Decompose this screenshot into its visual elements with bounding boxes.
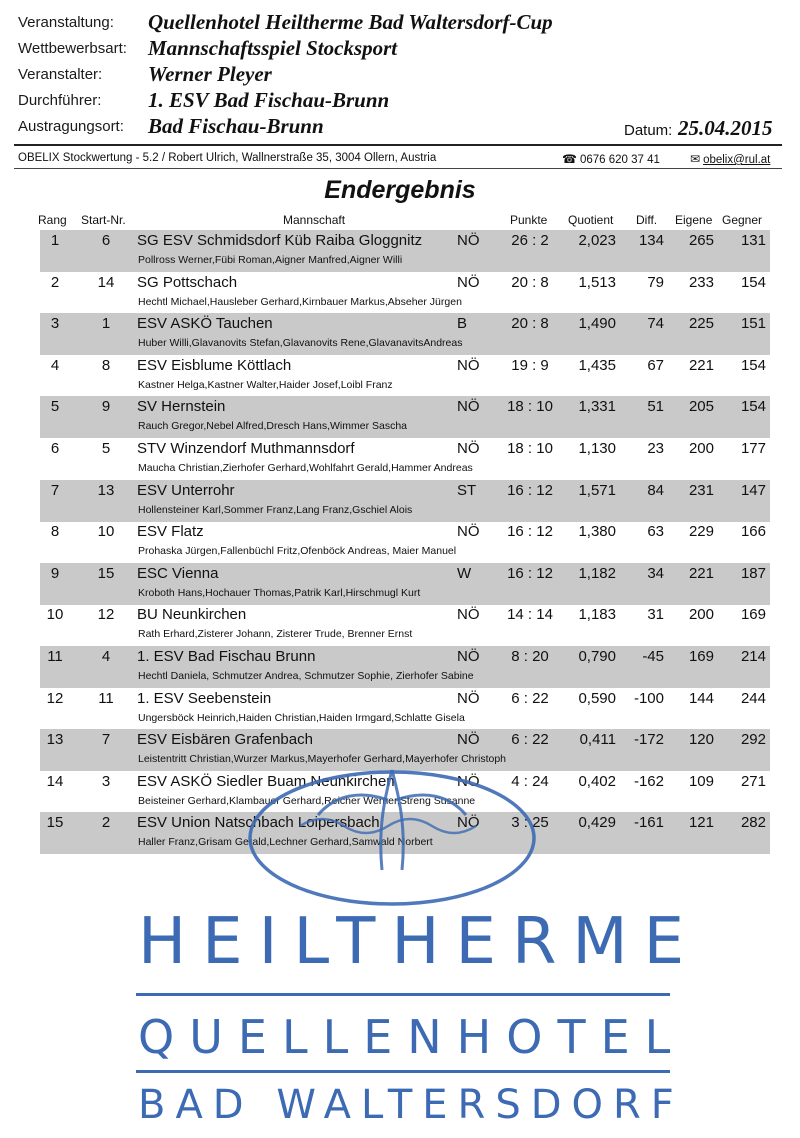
cell-team: ESV Union Natschbach Loipersbach [137, 814, 380, 832]
cell-diff: 67 [647, 356, 664, 374]
cell-rang: 14 [46, 772, 64, 790]
cell-diff: -172 [633, 731, 664, 749]
cell-punkte: 16 : 12 [507, 481, 553, 499]
cell-diff: 134 [638, 232, 664, 249]
team-members: Hollensteiner Karl,Sommer Franz,Lang Franz,Gschiel Alois [138, 503, 413, 516]
cell-team: BU Neunkirchen [137, 606, 247, 624]
team-members: Prohaska Jürgen,Fallenbüchl Fritz,Ofenböck Andreas, Maier Manuel [138, 545, 457, 558]
cell-eigene: 205 [688, 398, 714, 416]
cell-team: 1. ESV Bad Fischau Brunn [137, 648, 316, 665]
cell-diff: -45 [642, 648, 664, 665]
cell-start-nr: 7 [101, 731, 111, 749]
cell-state: NÖ [457, 232, 480, 249]
cell-gegner: 177 [740, 440, 766, 457]
table-row [40, 688, 770, 730]
cell-gegner: 166 [740, 523, 766, 541]
email-link[interactable]: obelix@rul.at [703, 154, 771, 166]
cell-rang: 13 [46, 731, 64, 749]
cell-rang: 4 [50, 356, 60, 374]
cell-state: NÖ [457, 772, 480, 790]
cell-gegner: 154 [740, 273, 766, 291]
event-info-value: 1. ESV Bad Fischau-Brunn [148, 88, 390, 112]
cell-gegner: 187 [740, 564, 766, 582]
cell-gegner: 147 [740, 481, 766, 499]
cell-eigene: 233 [688, 273, 714, 291]
team-members: Rath Erhard,Zisterer Johann, Zisterer Trude, Brenner Ernst [138, 628, 413, 641]
logo-bad-waltersdorf: BAD WALTERSDORF [138, 1082, 684, 1128]
logo-heiltherme: HEILTHERME [138, 905, 701, 979]
envelope-icon: ✉ [690, 152, 701, 166]
cell-diff: 63 [647, 523, 664, 541]
cell-punkte: 6 : 22 [511, 731, 549, 749]
cell-gegner: 131 [740, 232, 766, 249]
cell-state: ST [457, 481, 477, 499]
team-members: Ungersböck Heinrich,Haiden Christian,Haiden Irmgard,Schlatte Gisela [138, 711, 465, 724]
phone-number: 0676 620 37 41 [579, 154, 660, 166]
cell-eigene: 221 [688, 564, 714, 582]
cell-start-nr: 2 [101, 814, 111, 832]
table-row [40, 480, 770, 522]
table-row [40, 729, 770, 771]
date-value: 25.04.2015 [678, 116, 773, 140]
cell-diff: 74 [647, 315, 664, 333]
col-quotient: Quotient [568, 213, 614, 227]
col-team: Mannschaft [283, 213, 346, 227]
cell-diff: 84 [647, 481, 664, 499]
team-members: Huber Willi,Glavanovits Stefan,Glavanovits Rene,GlavanavitsAndreas [138, 337, 463, 350]
cell-gegner: 169 [740, 606, 766, 624]
cell-punkte: 16 : 12 [507, 523, 553, 541]
cell-start-nr: 12 [97, 606, 115, 624]
cell-state: B [457, 315, 468, 333]
team-members: Maucha Christian,Zierhofer Gerhard,Wohlfahrt Gerald,Hammer Andreas [138, 462, 473, 474]
divider [14, 144, 782, 146]
cell-quotient: 1,513 [578, 273, 616, 291]
table-row [40, 438, 770, 480]
cell-gegner: 244 [740, 689, 766, 707]
cell-quotient: 1,331 [578, 398, 616, 416]
team-members: Hechtl Michael,Hausleber Gerhard,Kirnbauer Markus,Abseher Jürgen [138, 295, 462, 308]
table-row [40, 521, 770, 563]
cell-quotient: 0,411 [579, 731, 616, 749]
cell-eigene: 169 [688, 648, 714, 665]
cell-start-nr: 14 [97, 273, 115, 291]
cell-team: ESV Eisblume Köttlach [137, 356, 292, 374]
col-eigene: Eigene [675, 213, 713, 227]
cell-gegner: 282 [740, 814, 766, 832]
cell-punkte: 14 : 14 [507, 606, 553, 624]
cell-quotient: 1,182 [578, 564, 616, 582]
col-diff: Diff. [636, 213, 658, 227]
cell-quotient: 1,435 [578, 356, 616, 374]
cell-state: NÖ [457, 689, 480, 707]
cell-punkte: 8 : 20 [511, 648, 549, 665]
cell-rang: 5 [50, 398, 60, 416]
cell-punkte: 20 : 8 [511, 273, 549, 291]
col-punkte: Punkte [510, 213, 548, 227]
cell-state: NÖ [457, 273, 480, 291]
cell-rang: 6 [50, 440, 60, 457]
cell-start-nr: 1 [101, 315, 111, 333]
cell-rang: 3 [50, 315, 60, 333]
team-members: Haller Franz,Grisam Gerald,Lechner Gerhard,Samwald Norbert [138, 836, 433, 849]
cell-eigene: 200 [688, 606, 714, 624]
cell-eigene: 121 [688, 814, 714, 832]
table-row [40, 230, 770, 272]
cell-quotient: 1,571 [578, 481, 616, 499]
cell-state: NÖ [457, 648, 480, 665]
page-title: Endergebnis [324, 176, 476, 204]
event-info-value: Quellenhotel Heiltherme Bad Waltersdorf-Cup [148, 10, 553, 34]
cell-gegner: 271 [740, 772, 766, 790]
cell-diff: 51 [647, 398, 664, 416]
event-info-label: Durchführer: [18, 92, 102, 109]
cell-eigene: 225 [688, 315, 714, 333]
event-info-value: Bad Fischau-Brunn [148, 114, 324, 138]
table-row [40, 272, 770, 314]
team-members: Beisteiner Gerhard,Klambauer Gerhard,Reicher Werner,Streng Susanne [138, 794, 476, 807]
cell-rang: 7 [50, 481, 60, 499]
cell-start-nr: 13 [97, 481, 115, 499]
cell-diff: -161 [633, 814, 664, 832]
cell-rang: 12 [46, 689, 64, 707]
cell-state: NÖ [457, 606, 480, 624]
table-row [40, 771, 770, 813]
cell-team: ESV Eisbären Grafenbach [137, 731, 313, 749]
table-row [40, 396, 770, 438]
cell-eigene: 120 [688, 731, 714, 749]
cell-eigene: 144 [688, 689, 714, 707]
cell-state: NÖ [457, 523, 480, 541]
cell-eigene: 265 [688, 232, 714, 249]
team-members: Hechtl Daniela, Schmutzer Andrea, Schmutzer Sophie, Zierhofer Sabine [138, 670, 474, 682]
event-info-value: Mannschaftsspiel Stocksport [148, 36, 398, 60]
cell-rang: 10 [46, 606, 64, 624]
cell-eigene: 229 [688, 523, 714, 541]
cell-punkte: 18 : 10 [507, 440, 553, 457]
cell-diff: 34 [647, 564, 664, 582]
cell-quotient: 0,429 [578, 814, 616, 832]
cell-team: SG ESV Schmidsdorf Küb Raiba Gloggnitz [137, 232, 423, 249]
cell-state: NÖ [457, 398, 480, 416]
event-info-label: Veranstalter: [18, 66, 103, 83]
logo-divider [136, 993, 670, 996]
cell-start-nr: 15 [97, 564, 115, 582]
cell-diff: 23 [647, 440, 664, 457]
cell-diff: -162 [633, 772, 664, 790]
cell-team: 1. ESV Seebenstein [137, 689, 272, 707]
cell-punkte: 18 : 10 [507, 398, 553, 416]
cell-start-nr: 8 [101, 356, 111, 374]
cell-quotient: 1,183 [578, 606, 616, 624]
event-info-label: Wettbewerbsart: [18, 40, 127, 57]
cell-start-nr: 4 [101, 648, 111, 665]
col-rang: Rang [38, 213, 67, 227]
cell-team: STV Winzendorf Muthmannsdorf [137, 440, 355, 457]
cell-gegner: 292 [740, 731, 766, 749]
cell-quotient: 0,402 [578, 772, 616, 790]
cell-quotient: 1,130 [578, 440, 616, 457]
cell-start-nr: 10 [97, 523, 115, 541]
cell-state: NÖ [457, 356, 480, 374]
cell-state: NÖ [457, 440, 480, 457]
table-header [0, 213, 800, 229]
cell-team: SG Pottschach [137, 273, 238, 291]
cell-punkte: 3 : 25 [511, 814, 549, 832]
team-members: Leistentritt Christian,Wurzer Markus,Mayerhofer Gerhard,Mayerhofer Christoph [138, 753, 507, 766]
logo-quellenhotel: QUELLENHOTEL [138, 1010, 686, 1064]
cell-diff: 79 [647, 273, 664, 291]
cell-rang: 15 [46, 814, 64, 832]
table-row [40, 563, 770, 605]
logo-divider [136, 1070, 670, 1073]
cell-start-nr: 3 [101, 772, 111, 790]
cell-quotient: 1,380 [578, 523, 616, 541]
cell-start-nr: 5 [101, 440, 111, 457]
cell-eigene: 221 [688, 356, 714, 374]
cell-state: W [457, 564, 472, 582]
team-members: Kroboth Hans,Hochauer Thomas,Patrik Karl,Hirschmugl Kurt [138, 586, 421, 599]
divider [14, 168, 782, 169]
team-members: Kastner Helga,Kastner Walter,Haider Josef,Loibl Franz [138, 378, 393, 391]
cell-start-nr: 11 [98, 689, 114, 707]
event-info-label: Austragungsort: [18, 118, 124, 135]
cell-state: NÖ [457, 731, 480, 749]
cell-eigene: 231 [688, 481, 714, 499]
cell-quotient: 2,023 [578, 232, 616, 249]
cell-state: NÖ [457, 814, 480, 832]
col-start: Start-Nr. [81, 213, 126, 227]
team-members: Pollross Werner,Fübi Roman,Aigner Manfred,Aigner Willi [138, 254, 403, 266]
cell-rang: 1 [50, 232, 60, 249]
cell-rang: 8 [50, 523, 60, 541]
software-credit: OBELIX Stockwertung - 5.2 / Robert Ulrich, Wallnerstraße 35, 3004 Ollern, Austria [18, 152, 437, 164]
phone-contact [562, 152, 660, 166]
event-info-value: Werner Pleyer [148, 62, 272, 86]
table-row [40, 604, 770, 646]
cell-rang: 9 [50, 564, 60, 582]
cell-quotient: 0,590 [578, 689, 616, 707]
col-gegner: Gegner [722, 213, 763, 227]
cell-punkte: 6 : 22 [511, 689, 549, 707]
cell-team: ESC Vienna [137, 564, 219, 582]
cell-team: ESV Unterrohr [137, 481, 235, 499]
email-contact [690, 152, 770, 166]
cell-punkte: 4 : 24 [511, 772, 549, 790]
cell-gegner: 154 [740, 398, 766, 416]
cell-eigene: 200 [688, 440, 714, 457]
cell-gegner: 154 [740, 356, 766, 374]
cell-team: ESV ASKÖ Tauchen [137, 315, 273, 333]
cell-team: ESV ASKÖ Siedler Buam Neunkirchen [137, 772, 395, 790]
table-row [40, 355, 770, 397]
cell-quotient: 1,490 [578, 315, 616, 333]
table-row [40, 812, 770, 854]
cell-punkte: 26 : 2 [511, 232, 549, 249]
cell-punkte: 16 : 12 [507, 564, 553, 582]
cell-rang: 11 [47, 648, 63, 665]
cell-team: SV Hernstein [137, 398, 226, 416]
table-row [40, 646, 770, 688]
cell-punkte: 20 : 8 [511, 315, 549, 333]
cell-punkte: 19 : 9 [511, 356, 549, 374]
cell-start-nr: 6 [101, 232, 111, 249]
event-info-label: Veranstaltung: [18, 14, 114, 31]
cell-start-nr: 9 [101, 398, 111, 416]
cell-diff: 31 [647, 606, 664, 624]
cell-team: ESV Flatz [137, 523, 204, 541]
telephone-icon: ☎ [562, 152, 577, 166]
team-members: Rauch Gregor,Nebel Alfred,Dresch Hans,Wimmer Sascha [138, 420, 408, 433]
cell-gegner: 214 [740, 648, 766, 665]
cell-eigene: 109 [688, 772, 714, 790]
table-row [40, 313, 770, 355]
cell-quotient: 0,790 [578, 648, 616, 665]
cell-gegner: 151 [740, 315, 766, 333]
cell-diff: -100 [633, 689, 664, 707]
cell-rang: 2 [50, 273, 60, 291]
date-label: Datum: [624, 122, 673, 139]
